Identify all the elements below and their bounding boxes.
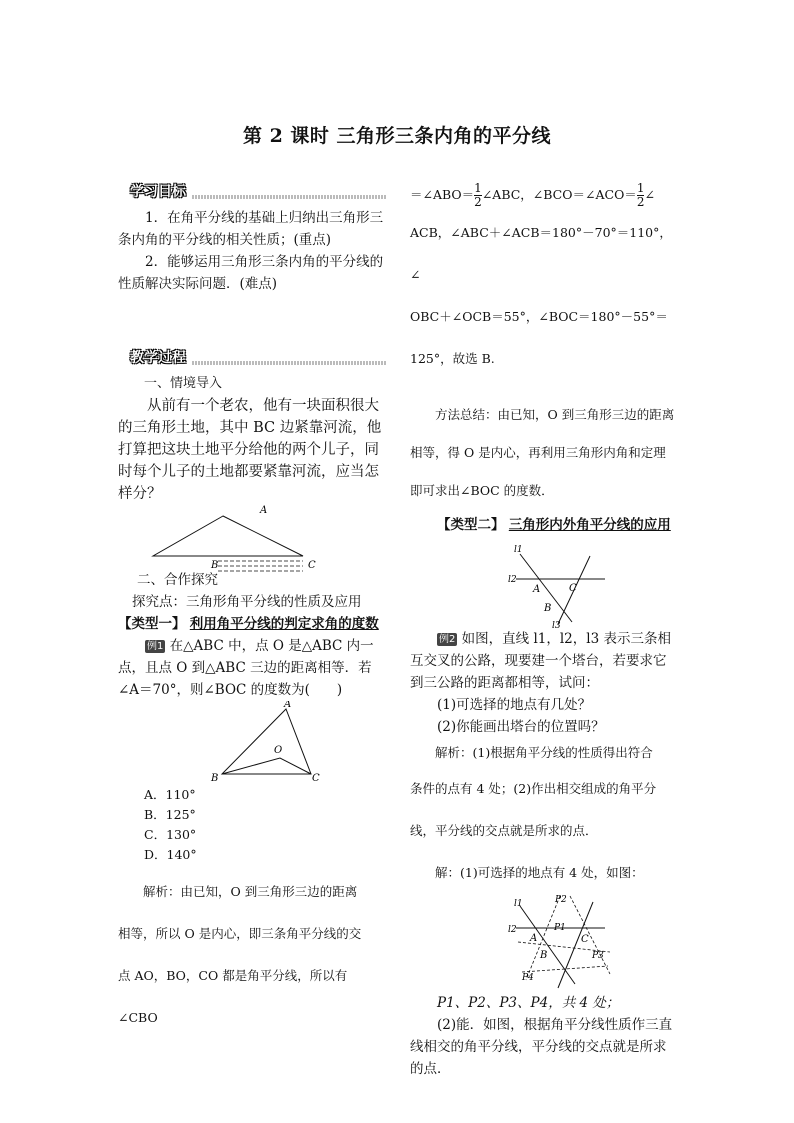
label-a: A [284,701,292,710]
label-p3: P3 [592,951,604,961]
left-column [118,181,386,1039]
intro-heading: 一、情境导入 [144,376,223,391]
question-1: (1)可选择的地点有几处？ [437,697,592,713]
solution-line: OBC＋∠OCB＝55°，∠BOC＝180°－55°＝ [410,309,668,324]
points-answer: P1、P2、P3、P4，共 4 处； [437,995,620,1011]
text-part: ∠ABC，∠BCO＝∠ACO＝ [481,187,637,202]
label-p4: P4 [522,973,534,983]
text-part: ∠ [644,187,655,202]
label-l3: l3 [552,621,561,628]
type2-heading [410,514,678,536]
type1-heading [118,613,386,635]
label-l2: l2 [508,925,517,935]
type2-title: 三角形内外角平分线的应用 [508,517,671,533]
triangle-abc [222,709,311,774]
goal-1: 1．在角平分线的基础上归纳出三角形三条内角的平分线的相关性质；(重点) [118,210,384,248]
type1-label: 【类型一】 [118,616,186,632]
figure-three-lines [410,536,678,628]
label-l1: l1 [514,899,523,909]
explore-point: 探究点：三角形角平分线的性质及应用 [132,594,362,610]
section-label: 学习目标 [124,181,192,203]
label-b: B [544,603,552,614]
solution-2: (2)能．如图，根据角平分线性质作三直线相交的角平分线，平分线的交点就是所求的点． [410,1017,673,1077]
section-header-goals [118,181,386,203]
label-a: A [530,933,538,944]
fraction [474,182,482,209]
goal-2: 2．能够运用三角形三条内角的平分线的性质解决实际问题．(难点) [118,254,384,292]
analysis-line: 相等，所以 O 是内心，即三条角平分线的交 [118,926,362,941]
numerator: 1 [474,181,482,195]
label-a: A [260,505,268,516]
type1-title: 利用角平分线的判定求角的度数 [189,616,379,632]
label-l2: l2 [508,575,517,585]
example2-text: 如图，直线 l1，l2，l3 表示三条相互交叉的公路，现要建一个塔台，若要求它到三公路的距离都相等，试问： [410,631,671,691]
option-a: A．110° [144,787,196,802]
type2-label: 【类型二】 [437,517,505,533]
label-b: B [211,773,219,784]
line-l3 [558,902,593,988]
label-b: B [211,560,219,571]
intro-text: 从前有一个老农，他有一块面积很大的三角形土地，其中 BC 边紧靠河流，他打算把这块土地平分给他的两个儿子，同时每个儿子的土地都要紧靠河流，应当怎样分？ [118,398,382,502]
solution-continue-line [410,178,678,212]
example2-question [410,628,678,694]
numerator: 1 [636,181,645,195]
label-a: A [533,584,541,595]
example1-text: 在△ABC 中，点 O 是△ABC 内一点，且点 O 到△ABC 三边的距离相等．若∠A＝70°，则∠BOC 的度数为( ) [118,638,374,698]
section-header-process [118,347,386,369]
analysis-line: 点 AO，BO，CO 都是角平分线，所以有∠CBO [118,968,348,1025]
analysis-line: 解析：(1)根据角平分线的性质得出符合 [435,745,653,760]
label-b: B [540,950,548,961]
analysis-line: 线，平分线的交点就是所求的点． [410,823,598,838]
label-o: O [274,745,283,756]
label-c: C [308,560,316,571]
example1-question [118,635,386,701]
label-l1: l1 [514,545,523,555]
denominator: 2 [636,195,645,209]
page-title: 第 2 课时 三角形三条内角的平分线 [242,125,552,147]
section-label: 教学过程 [124,347,192,369]
triangle-abc [153,516,303,556]
label-p2: P2 [555,895,567,905]
label-c: C [312,773,320,784]
question-2: (2)你能画出塔台的位置吗？ [437,719,605,735]
analysis-line: 条件的点有 4 处；(2)作出相交组成的角平分 [410,781,657,796]
solution-1: 解：(1)可选择的地点有 4 处，如图： [435,865,644,880]
example1-tag: 例1 [147,641,164,652]
analysis-line: 解析：由已知，O 到三角形三边的距离 [143,884,358,899]
example2-tag: 例2 [439,634,456,645]
option-b: B．125° [144,807,196,822]
label-p1: P1 [554,923,566,933]
option-c: C．130° [144,827,197,842]
solution-line: ACB，∠ABC＋∠ACB＝180°－70°＝110°，∠ [410,225,672,282]
label-c: C [581,934,589,945]
right-column [410,178,678,1080]
solution-line: 125°，故选 B. [410,351,495,366]
bisector-dashed [570,896,610,974]
explore-heading: 二、合作探究 [137,572,218,588]
label-c: C [569,583,577,594]
text-part: ＝∠ABO＝ [410,187,475,202]
figure-triangle-o [118,701,386,785]
denominator: 2 [474,195,482,209]
method-summary: 方法总结：由已知，O 到三角形三边的距离相等，得 O 是内心，再利用三角形内角和定理即可求出∠BOC 的度数． [410,407,675,498]
option-d: D．140° [144,847,197,862]
figure-tower-points [410,894,678,992]
